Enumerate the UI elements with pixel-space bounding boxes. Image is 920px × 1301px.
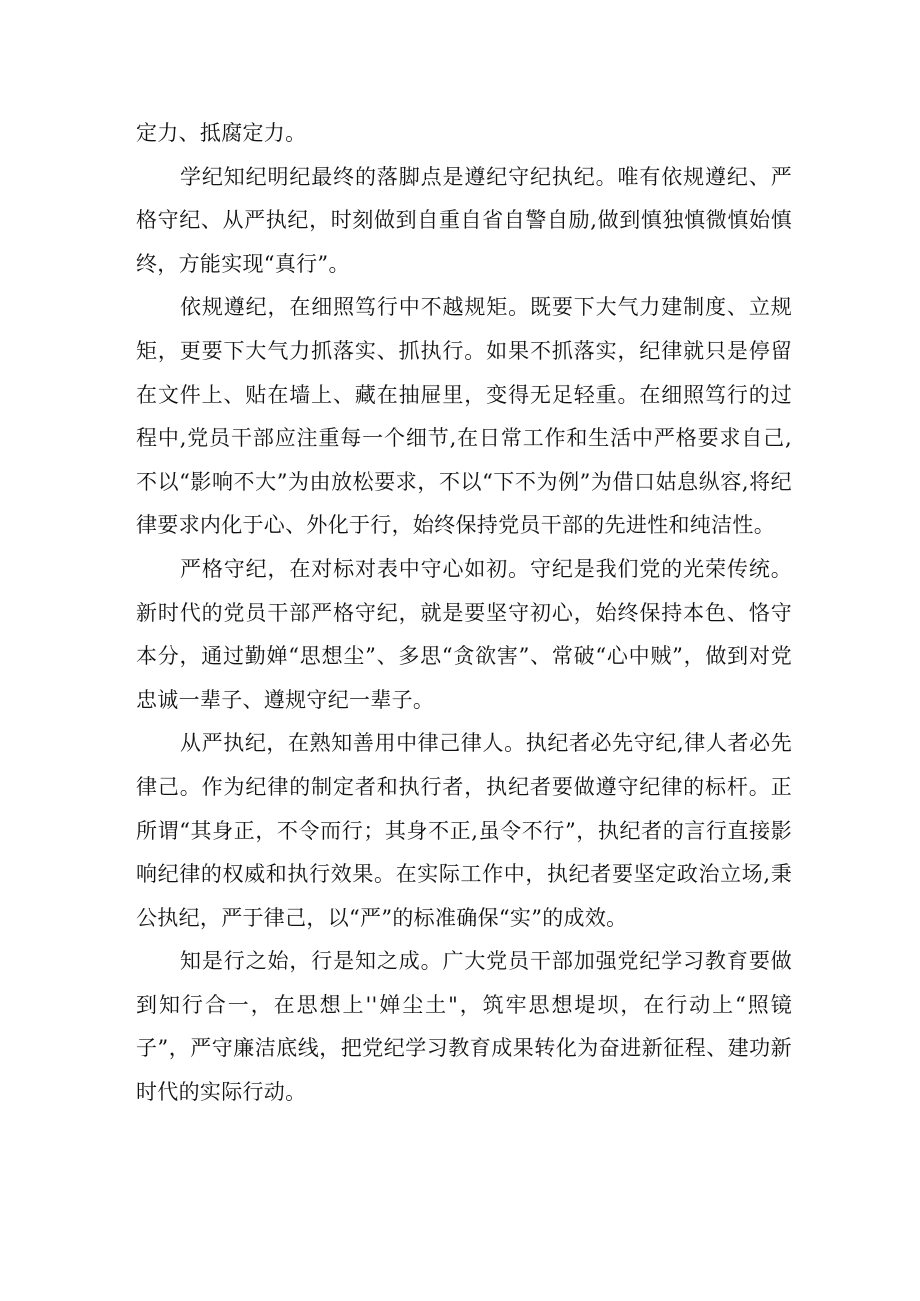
paragraph-continuation: 定力、抵腐定力。 <box>136 121 307 145</box>
paragraph-follow-rules: 依规遵纪，在细照笃行中不越规矩。既要下大气力建制度、立规矩，更要下大气力抓落实、抓执行。如果不抓落实，纪律就只是停留在文件上、贴在墙上、藏在抽屉里，变得无足轻重。在细照笃行的过程中,党员干部应注重每一个细节,在日常工作和生活中严格要求自己,不以“影响不大”为由放松要求，不以“下不为例”为借口姑息纵容,将纪律要求内化于心、外化于行，始终保持党员干部的先进性和纯洁性。 <box>136 295 792 538</box>
paragraph-strict-discipline: 严格守纪，在对标对表中守心如初。守纪是我们党的光荣传统。新时代的党员干部严格守纪，就是要坚守初心，始终保持本色、恪守本分，通过勤婵“思想尘”、多思“贪欲害”、常破“心中贼”，做到对党忠诚一辈子、遵规守纪一辈子。 <box>136 556 792 712</box>
document-body <box>136 112 792 1115</box>
paragraph-discipline-intro: 学纪知纪明纪最终的落脚点是遵纪守纪执纪。唯有依规遵纪、严格守纪、从严执纪，时刻做到自重自省自警自励,做到慎独慎微慎始慎终，方能实现“真行”。 <box>136 164 792 276</box>
paragraph-enforce-discipline: 从严执纪，在熟知善用中律己律人。执纪者必先守纪,律人者必先律己。作为纪律的制定者和执行者，执纪者要做遵守纪律的标杆。正所谓“其身正，不令而行；其身不正,虽令不行”，执纪者的言行直接影响纪律的权威和执行效果。在实际工作中，执纪者要坚定政治立场,秉公执纪，严于律己，以“严”的标准确保“实”的成效。 <box>136 731 792 930</box>
paragraph-conclusion: 知是行之始，行是知之成。广大党员干部加强党纪学习教育要做到知行合一，在思想上''婵尘土"，筑牢思想堤坝，在行动上“照镜子”，严守廉洁底线，把党纪学习教育成果转化为奋进新征程、建功新时代的实际行动。 <box>136 949 792 1105</box>
